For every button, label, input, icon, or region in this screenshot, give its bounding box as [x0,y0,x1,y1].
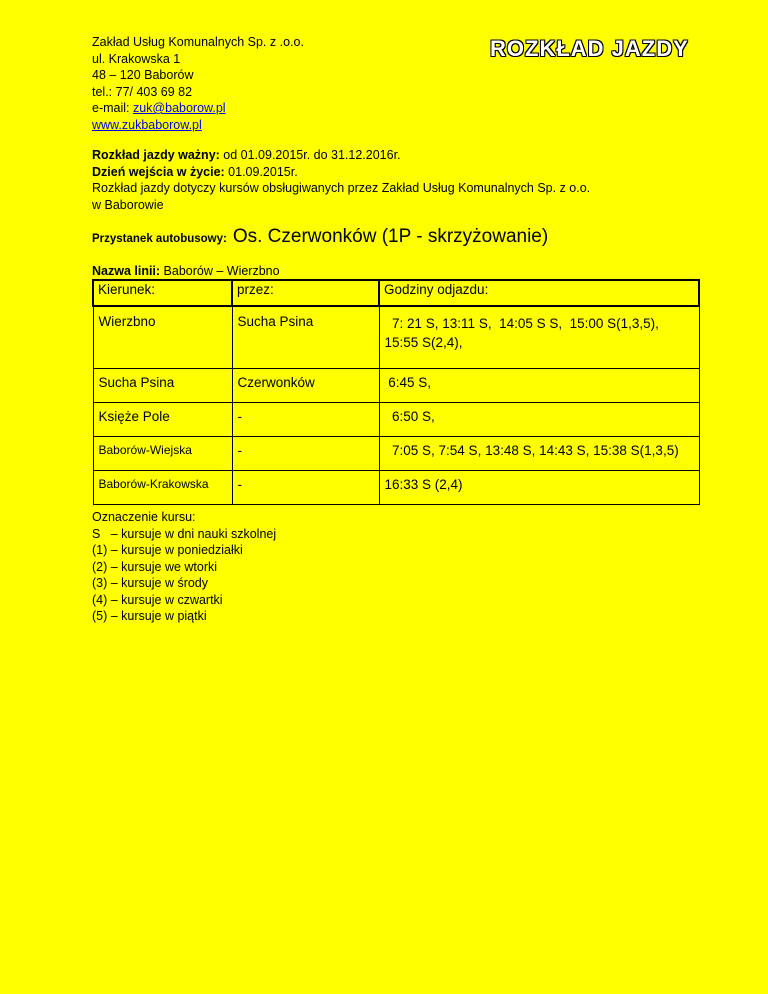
header-times: Godziny odjazdu: [379,280,699,306]
cell-times: 6:50 S, [379,403,699,437]
bus-stop-name: Os. Czerwonków (1P - skrzyżowanie) [232,226,549,247]
valid-period-row [92,147,590,164]
cell-via: Czerwonków [232,369,379,403]
email-prefix: e-mail: [92,101,133,115]
line-name-row [92,264,280,278]
validity-block [92,147,590,213]
cell-direction: Księże Pole [93,403,232,437]
table-header-row [93,280,699,306]
schedule-table [92,279,700,505]
bus-stop-row [92,226,548,248]
company-info [92,34,304,133]
table-row [93,471,699,505]
cell-times [379,306,699,369]
cell-times: 6:45 S, [379,369,699,403]
legend-item: (3) – kursuje w środy [92,576,209,590]
legend-item: S – kursuje w dni nauki szkolnej [92,526,277,541]
page-title: ROZKŁAD JAZDY [490,36,689,61]
table-row [93,369,699,403]
header-via: przez: [232,280,379,306]
cell-direction: Baborów-Krakowska [93,471,232,505]
cell-direction: Sucha Psina [93,369,232,403]
cell-direction: Wierzbno [93,306,232,369]
cell-times: 7:05 S, 7:54 S, 13:48 S, 14:43 S, 15:38 S(1,3,5) [379,437,699,471]
company-city: 48 – 120 Baborów [92,68,194,82]
note-line-2: w Baborowie [92,197,164,212]
valid-value: od 01.09.2015r. do 31.12.2016r. [219,148,401,162]
email-link[interactable]: zuk@baborow.pl [132,101,226,115]
cell-via: - [232,471,379,505]
cell-via: Sucha Psina [232,306,379,369]
bus-stop-label: Przystanek autobusowy: [92,233,227,245]
company-name: Zakład Usług Komunalnych Sp. z .o.o. [92,35,304,49]
table-row [93,437,699,471]
times-line-2: 15:55 S(2,4), [384,335,463,350]
effective-value: 01.09.2015r. [224,164,298,179]
header-direction: Kierunek: [93,280,232,306]
table-row [93,403,699,437]
legend-block [92,509,276,625]
legend-item: (5) – kursuje w piątki [92,609,207,623]
cell-times: 16:33 S (2,4) [379,471,699,505]
valid-label: Rozkład jazdy ważny: [92,148,220,162]
note-line-1: Rozkład jazdy dotyczy kursów obsługiwanych przez Zakład Usług Komunalnych Sp. z o.o. [92,181,591,195]
company-phone: tel.: 77/ 403 69 82 [92,84,193,99]
times-line-1: 7: 21 S, 13:11 S, 14:05 S S, 15:00 S(1,3,5), [384,316,659,331]
cell-via: - [232,437,379,471]
legend-item: (1) – kursuje w poniedziałki [92,543,243,557]
website-link[interactable]: www.zukbaborow.pl [92,117,202,132]
company-email-row [92,100,304,117]
legend-title: Oznaczenie kursu: [92,510,196,524]
legend-item: (4) – kursuje w czwartki [92,592,223,607]
legend-item: (2) – kursuje we wtorki [92,559,218,574]
company-street: ul. Krakowska 1 [92,51,181,66]
cell-direction: Baborów-Wiejska [93,437,232,471]
line-value: Baborów – Wierzbno [160,264,280,278]
effective-date-row [92,164,590,181]
cell-via: - [232,403,379,437]
table-row [93,306,699,369]
effective-label: Dzień wejścia w życie: [92,164,225,179]
line-label: Nazwa linii: [92,264,161,278]
